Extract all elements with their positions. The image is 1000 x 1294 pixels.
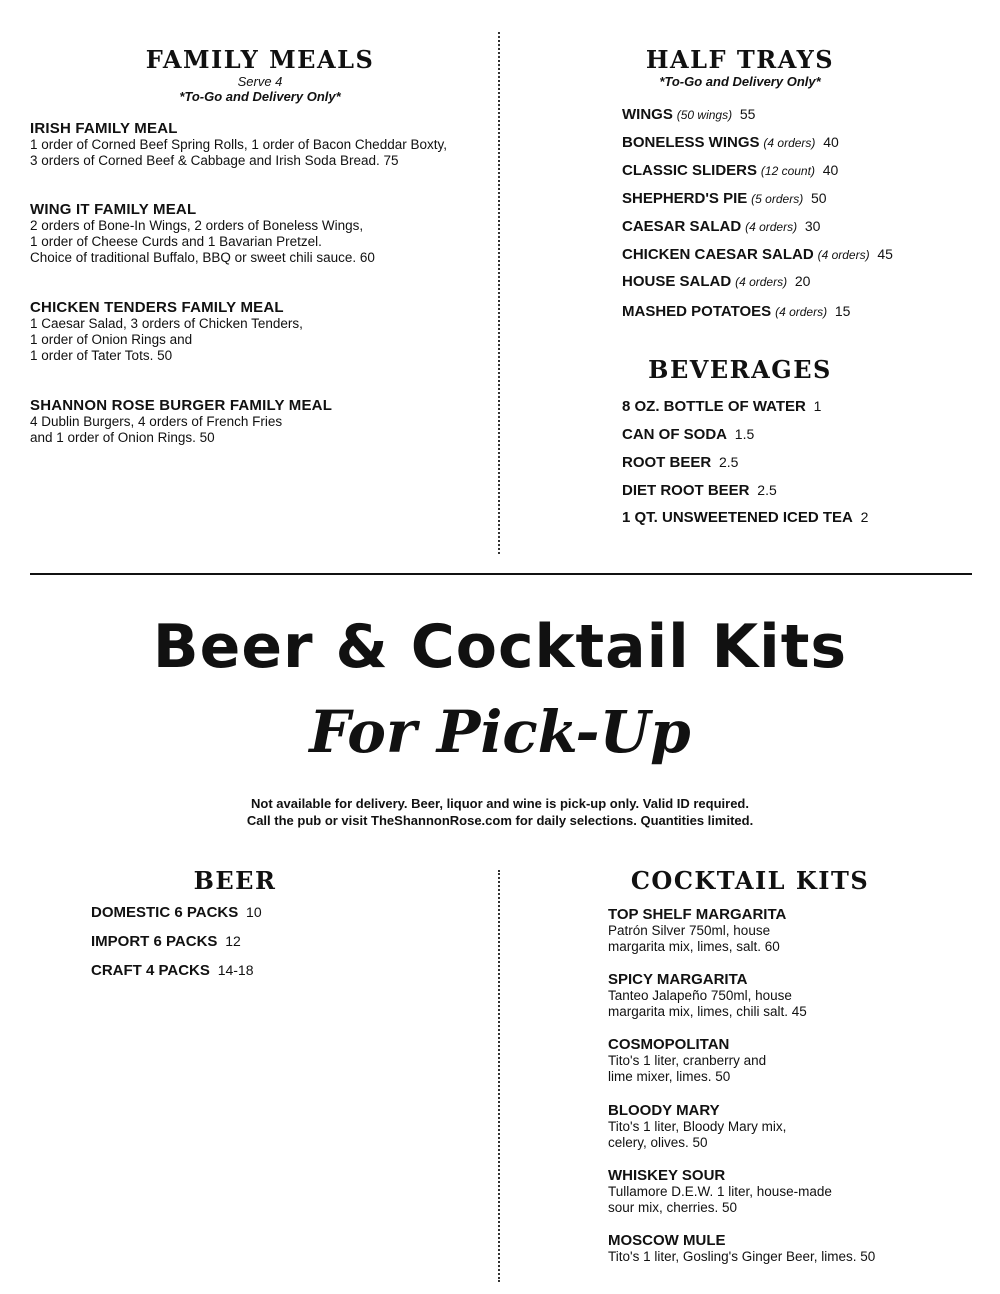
- item-name: MASHED POTATOES: [622, 303, 772, 320]
- item-name: CHICKEN CAESAR SALAD: [622, 246, 814, 263]
- cocktail-kit-item: [608, 906, 988, 955]
- item-name: CRAFT 4 PACKS: [91, 962, 210, 979]
- kit-name: WHISKEY SOUR: [608, 1167, 726, 1184]
- beverage-item: [622, 482, 777, 499]
- half-tray-item: [622, 303, 850, 320]
- item-qty: (12 count): [760, 164, 815, 178]
- beer-item: [91, 933, 241, 950]
- item-price: 10: [246, 904, 262, 920]
- half-tray-item: [622, 106, 755, 123]
- cocktail-kit-item: [608, 1102, 988, 1151]
- item-name: CLASSIC SLIDERS: [622, 162, 758, 179]
- item-name: CAN OF SODA: [622, 426, 727, 443]
- item-name: CAESAR SALAD: [622, 218, 742, 235]
- item-qty: (4 orders): [735, 275, 788, 289]
- item-name: BONELESS WINGS: [622, 134, 760, 151]
- kit-name: BLOODY MARY: [608, 1102, 720, 1119]
- meal-name: CHICKEN TENDERS FAMILY MEAL: [30, 299, 284, 316]
- beer-item: [91, 904, 262, 921]
- half-tray-item: [622, 273, 810, 290]
- half-tray-item: [622, 246, 893, 263]
- kit-name: COSMOPOLITAN: [608, 1036, 730, 1053]
- notice-line: Call the pub or visit TheShannonRose.com for daily selections. Quantities limited.: [246, 813, 754, 828]
- vertical-divider-top: [498, 32, 500, 554]
- kits-subtitle: For Pick-Up: [309, 698, 691, 766]
- item-name: HOUSE SALAD: [622, 273, 732, 290]
- beverage-item: [622, 454, 738, 471]
- family-meal-item: [30, 299, 480, 364]
- half-tray-item: [622, 190, 827, 207]
- cocktail-kit-item: [608, 1167, 988, 1216]
- item-qty: (4 orders): [775, 305, 828, 319]
- meal-description: 1 order of Corned Beef Spring Rolls, 1 order of Bacon Cheddar Boxty, 3 orders of Corned Beef & Cabbage and Irish Soda Bread. 75: [30, 137, 447, 168]
- item-price: 45: [877, 246, 893, 262]
- half-tray-item: [622, 134, 839, 151]
- item-name: 8 OZ. BOTTLE OF WATER: [622, 398, 806, 415]
- meal-name: SHANNON ROSE BURGER FAMILY MEAL: [30, 397, 333, 414]
- item-price: 20: [794, 273, 811, 289]
- cocktail-kit-item: [608, 971, 988, 1020]
- half-tray-item: [622, 162, 838, 179]
- item-name: WINGS: [622, 106, 673, 123]
- item-qty: (50 wings): [676, 108, 733, 122]
- half-trays-header: [600, 45, 880, 89]
- item-price: 12: [225, 933, 241, 949]
- notice-line: Not available for delivery. Beer, liquor and wine is pick-up only. Valid ID required.: [251, 796, 749, 811]
- item-price: 2: [860, 509, 869, 525]
- kit-description: Tullamore D.E.W. 1 liter, house-made sour mix, cherries. 50: [608, 1184, 832, 1215]
- beverage-item: [622, 398, 821, 415]
- item-name: DOMESTIC 6 PACKS: [91, 904, 239, 921]
- item-qty: (4 orders): [745, 220, 798, 234]
- cocktail-kits-title: COCKTAIL KITS: [630, 866, 870, 895]
- cocktail-kit-item: [608, 1232, 988, 1265]
- item-name: IMPORT 6 PACKS: [91, 933, 218, 950]
- family-meals-header: [30, 45, 490, 104]
- item-price: 1.5: [734, 426, 755, 442]
- half-tray-item: [622, 218, 820, 235]
- meal-name: IRISH FAMILY MEAL: [30, 120, 178, 137]
- kits-notice: [0, 795, 1000, 829]
- beer-header: [110, 866, 360, 895]
- item-price: 40: [822, 162, 839, 178]
- kit-description: Tanteo Jalapeño 750ml, house margarita mix, limes, chili salt. 45: [608, 988, 807, 1019]
- family-meal-item: [30, 397, 480, 446]
- half-trays-title: HALF TRAYS: [645, 45, 835, 74]
- kit-description: Tito's 1 liter, Gosling's Ginger Beer, limes. 50: [608, 1249, 876, 1264]
- kit-name: MOSCOW MULE: [608, 1232, 726, 1249]
- item-name: 1 QT. UNSWEETENED ICED TEA: [622, 509, 853, 526]
- meal-name: WING IT FAMILY MEAL: [30, 201, 197, 218]
- family-meals-title: FAMILY MEALS: [145, 45, 375, 74]
- kits-title: Beer & Cocktail Kits: [152, 612, 848, 682]
- item-price: 30: [804, 218, 821, 234]
- kit-name: TOP SHELF MARGARITA: [608, 906, 787, 923]
- family-meals-serve: Serve 4: [237, 74, 283, 89]
- meal-description: 4 Dublin Burgers, 4 orders of French Fries and 1 order of Onion Rings. 50: [30, 414, 283, 445]
- family-meal-item: [30, 120, 480, 169]
- meal-description: 2 orders of Bone-In Wings, 2 orders of Boneless Wings, 1 order of Cheese Curds and 1 Bavarian Pretzel. Choice of traditional Buffalo, BBQ or sweet chili sauce. 60: [30, 218, 375, 265]
- item-name: DIET ROOT BEER: [622, 482, 750, 499]
- beer-item: [91, 962, 254, 979]
- beverages-header: [600, 355, 880, 384]
- vertical-divider-bottom: [498, 870, 500, 1282]
- family-meals-note: *To-Go and Delivery Only*: [179, 89, 341, 104]
- item-qty: (5 orders): [751, 192, 804, 206]
- item-name: ROOT BEER: [622, 454, 712, 471]
- kit-description: Patrón Silver 750ml, house margarita mix, limes, salt. 60: [608, 923, 780, 954]
- item-price: 2.5: [757, 482, 777, 498]
- beverage-item: [622, 509, 868, 526]
- item-price: 40: [823, 134, 839, 150]
- item-price: 50: [810, 190, 827, 206]
- meal-description: 1 Caesar Salad, 3 orders of Chicken Tenders, 1 order of Onion Rings and 1 order of Tater Tots. 50: [30, 316, 303, 363]
- cocktail-kit-item: [608, 1036, 988, 1085]
- item-name: SHEPHERD'S PIE: [622, 190, 748, 207]
- item-price: 15: [834, 303, 851, 319]
- beverage-item: [622, 426, 754, 443]
- beverages-title: BEVERAGES: [648, 355, 832, 384]
- section-divider: [30, 573, 972, 575]
- beer-title: BEER: [193, 866, 277, 895]
- item-qty: (4 orders): [817, 248, 870, 262]
- item-price: 2.5: [718, 454, 739, 470]
- kit-description: Tito's 1 liter, cranberry and lime mixer, limes. 50: [608, 1053, 767, 1084]
- item-price: 55: [739, 106, 756, 122]
- kit-name: SPICY MARGARITA: [608, 971, 748, 988]
- item-qty: (4 orders): [763, 136, 816, 150]
- kit-description: Tito's 1 liter, Bloody Mary mix, celery, olives. 50: [608, 1119, 787, 1150]
- item-price: 1: [813, 398, 822, 414]
- half-trays-note: *To-Go and Delivery Only*: [659, 74, 821, 89]
- family-meal-item: [30, 201, 480, 266]
- item-price: 14-18: [217, 962, 254, 978]
- cocktail-kits-header: [600, 866, 900, 895]
